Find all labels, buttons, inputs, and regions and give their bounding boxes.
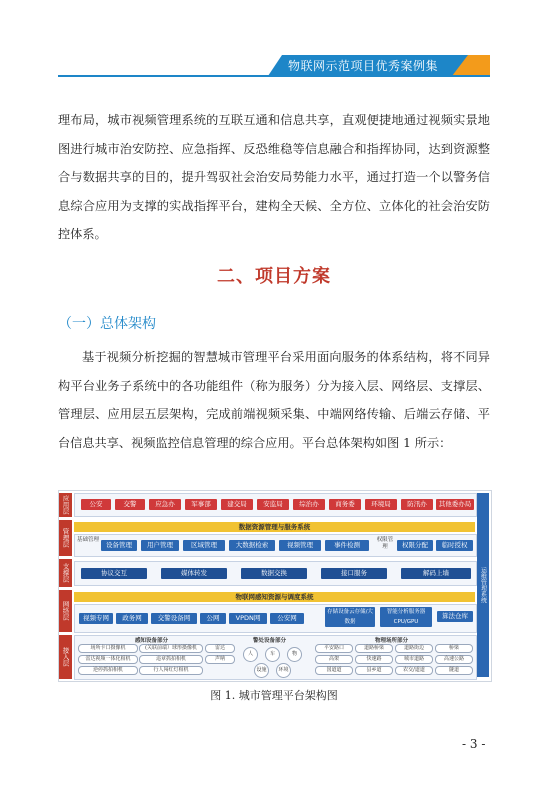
access-place: 城市道路 [395,655,433,664]
access-device: 违章抓拍相机 [139,655,203,664]
support-item: 解码上墙 [401,568,471,579]
mgmt-perm-label: 权限管理 [376,537,394,550]
access-group-title: 感知设备部分 [135,638,169,644]
mgmt-item: 大数据检索 [229,540,275,551]
subsection-title: （一）总体架构 [58,316,156,332]
access-place: 县乡道 [355,666,393,675]
access-group-title: 警处设备部分 [253,638,287,644]
access-device: (关联前端）球形摄像机 [139,644,203,653]
mgmt-item: 视频管理 [279,540,321,551]
access-group-title: 物理场所部分 [375,638,409,644]
app-item: 安监局 [257,499,289,510]
support-item: 媒体转发 [161,568,227,579]
access-device: 雷达 [205,644,235,653]
access-place: 桥梁 [435,644,473,653]
access-object: 环境 [276,663,291,678]
network-algorithm-repo: 算法仓库 [437,611,473,622]
figure-caption: 图 1. 城市管理平台架构图 [210,689,338,702]
access-device: 逆停抓拍相机 [78,666,138,675]
paragraph-2: 基于视频分析挖掘的智慧城市管理平台采用面向服务的体系结构，将不同异构平台业务子系统中的各功能组件（称为服务）分为接入层、网络层、支撑层、管理层、应用层五层架构，完成前端视频采集、中端网络传输、后端云存储、平台信息共享、视频监控信息管理的综合应用。平台总体架构如图 1 所示： [58,350,490,450]
access-device: 行人闯红灯相机 [139,666,203,675]
access-place: 道路桥梁 [355,644,393,653]
app-item: 商务委 [329,499,361,510]
access-device: 声呐 [205,655,235,664]
layer-label-mgmt: 管理层 [59,520,72,556]
app-layer-row [74,493,477,517]
access-object: 人 [243,647,258,662]
access-place: 高架 [315,655,353,664]
app-item: 防汛办 [401,499,433,510]
mgmt-layer-row [74,534,477,557]
paragraph-1: 理布局，城市视频管理系统的互联互通和信息共享，直观便捷地通过视频实景地图进行城市治安防控、应急指挥、反恐维稳等信息融合和指挥协同，达到资源整合与数据共享的目的，提升驾驭社会治安局势能力水平，通过打造一个以警务信息综合应用为支撑的实战指挥平台，建构全天候、全方位、立体化的社会治安防控体系。 [58,113,490,241]
network-layer-row [74,604,477,633]
app-item: 应急办 [149,499,181,510]
network-item: 交警设备网 [151,613,197,624]
network-item: 公网 [200,613,226,624]
layer-label-network: 网络层 [59,590,72,632]
app-item: 交警 [115,499,145,510]
access-object: 设施 [254,663,269,678]
page-number: - 3 - [462,737,486,751]
layer-label-support: 支撑层 [59,559,72,587]
support-layer-row [74,561,477,586]
architecture-figure [58,490,492,682]
network-item: 公安网 [270,613,304,624]
app-item: 环境局 [365,499,397,510]
app-item: 军事部 [185,499,217,510]
app-item: 综治办 [293,499,325,510]
app-item: 建交局 [221,499,253,510]
support-item: 协议交互 [81,568,147,579]
network-item: VPDN网 [229,613,267,624]
header-rule [58,75,490,77]
network-item: 政务网 [116,613,148,624]
layer-label-access: 接入层 [59,635,72,679]
access-place: 农交/道道 [395,666,433,675]
access-object: 物 [287,647,302,662]
app-item: 其他委办局 [436,499,474,510]
header-title: 物联网示范项目优秀案例集 [288,59,439,73]
access-device: 场所卡口摄像机 [78,644,138,653]
network-analysis-server: 智能分析服务器CPU/GPU [380,607,432,627]
support-item: 数据交换 [241,568,307,579]
mgmt-item: 设备管理 [101,540,137,551]
mgmt-title-bar: 数据资源管理与服务系统 [74,522,475,532]
section-title: 二、项目方案 [217,266,331,287]
access-place: 隧道 [435,666,473,675]
mgmt-basic-label: 基础管理 [77,537,100,543]
access-device: 雷达视频一体化相机 [78,655,138,664]
mgmt-item: 用户管理 [141,540,179,551]
access-place: 道路街边 [395,644,433,653]
app-item: 公安 [81,499,111,510]
access-layer-row [74,635,477,680]
network-storage: 存储设备云存储/大数据 [325,607,375,627]
ops-management-side-label: 运维管理系统 [477,493,489,677]
network-title-bar: 物联网感知资源与调度系统 [74,592,475,602]
access-place: 国道道 [315,666,353,675]
mgmt-item: 区域管理 [183,540,225,551]
network-item: 视频专网 [79,613,113,624]
access-object: 车 [265,647,280,662]
access-place: 高速公路 [435,655,473,664]
access-place: 快速路 [355,655,393,664]
access-place: 平安路口 [315,644,353,653]
mgmt-perm-item: 权限分配 [397,540,433,551]
layer-label-app: 应用层 [59,493,72,517]
mgmt-perm-item: 临时授权 [436,540,473,551]
support-item: 接口服务 [321,568,387,579]
mgmt-item: 事件检测 [325,540,369,551]
